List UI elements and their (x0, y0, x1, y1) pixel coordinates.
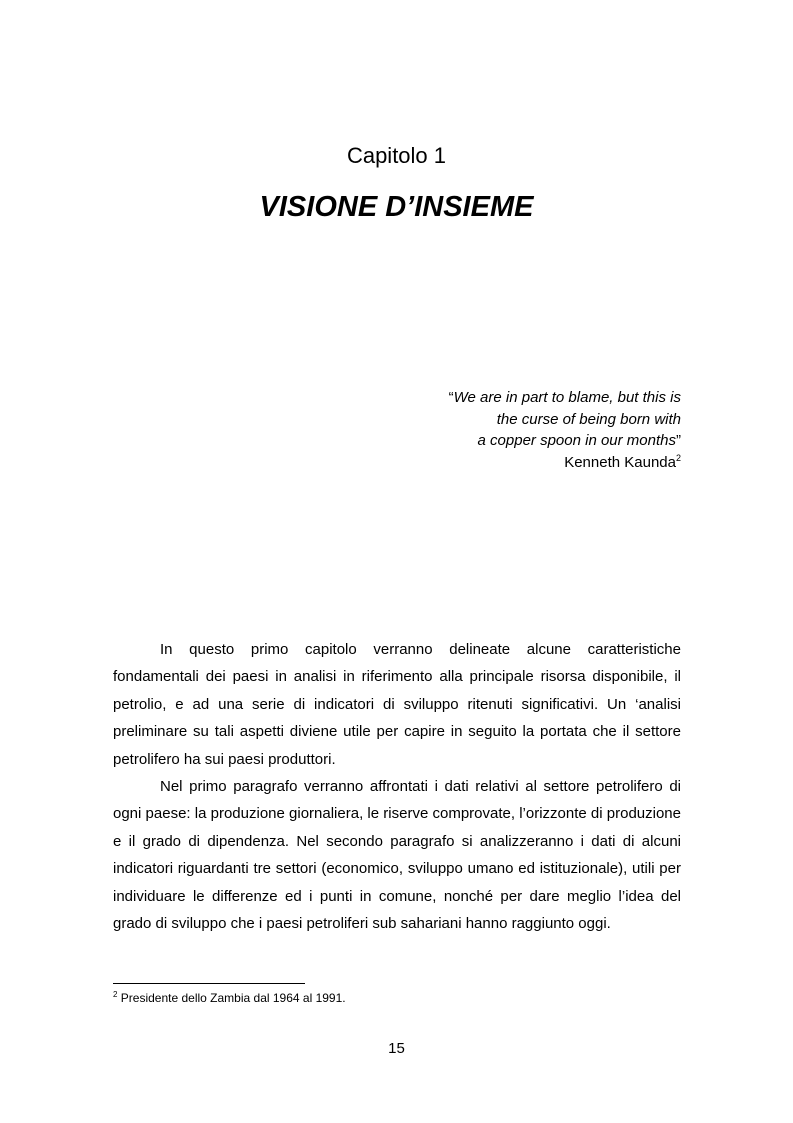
epigraph (321, 387, 681, 473)
epigraph-text-1: We are in part to blame, but this is (453, 389, 681, 406)
epigraph-attribution (321, 452, 681, 474)
footnote (113, 990, 346, 1006)
footnote-number: 2 (113, 990, 118, 999)
epigraph-open-quote: “ (448, 389, 454, 406)
epigraph-author: Kenneth Kaunda (564, 453, 676, 471)
body-text (113, 636, 681, 937)
epigraph-text-3: a copper spoon in our months (477, 432, 676, 449)
footnote-reference[interactable]: 2 (675, 452, 681, 463)
epigraph-line-3 (321, 430, 681, 452)
epigraph-text-2: the curse of being born with (496, 410, 681, 428)
chapter-title: VISIONE D’INSIEME (259, 191, 534, 223)
epigraph-line-1 (321, 387, 681, 409)
epigraph-line-2 (321, 409, 681, 431)
page-number: 15 (388, 1040, 405, 1057)
chapter-label: Capitolo 1 (346, 143, 447, 168)
paragraph: In questo primo capitolo verranno delineate alcune caratteristiche fondamentali dei paesi in analisi in riferimento alla principale risorsa disponibile, il petrolio, e ad una serie di indicatori di sviluppo ritenuti significativi. Un ‘analisi preliminare su tali aspetti diviene utile per capire in seguito la portata che il settore petrolifero ha sui paesi produttori. (113, 641, 681, 768)
footnote-text: Presidente dello Zambia dal 1964 al 1991. (117, 991, 346, 1005)
footnote-separator (113, 983, 305, 984)
paragraph: Nel primo paragrafo verranno affrontati i dati relativi al settore petrolifero di ogni paese: la produzione giornaliera, le riserve comprovate, l’orizzonte di produzione e il grado di dipendenza. Nel secondo paragrafo si analizzeranno i dati di alcuni indicatori riguardanti tre settori (economico, sviluppo umano ed istituzionale), utili per individuare le differenze ed i punti in comune, nonché per dare meglio l’idea del grado di sviluppo che i paesi petroliferi sub sahariani hanno raggiunto oggi. (113, 778, 681, 933)
epigraph-close-quote: ” (676, 432, 681, 449)
